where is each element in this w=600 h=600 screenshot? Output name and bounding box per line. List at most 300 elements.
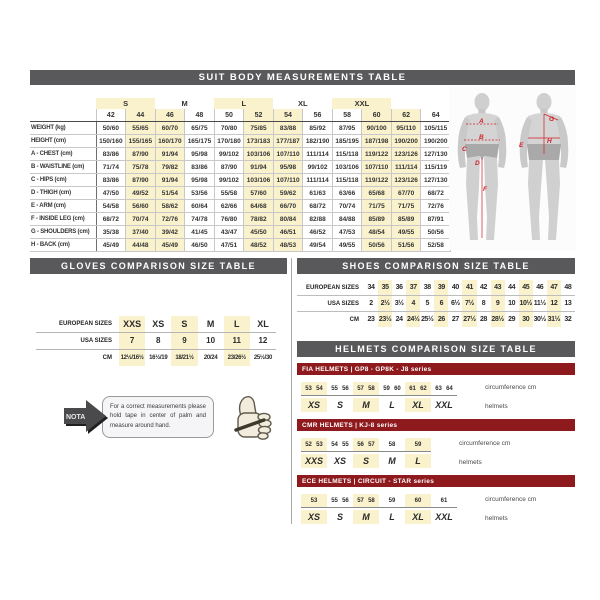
- helmet-letters-label: helmets: [459, 459, 482, 466]
- suit-value-cell: 66/70: [273, 200, 303, 213]
- helmet-circumference-value: 61: [440, 497, 448, 504]
- helmet-circumference-row: [301, 494, 457, 508]
- suit-data-row: [30, 187, 451, 200]
- gloves-row-label: EUROPEAN SIZES: [58, 321, 112, 327]
- shoes-size-cell: 7½: [462, 296, 476, 311]
- suit-value-cell: 107/110: [273, 174, 303, 187]
- helmet-circumference-value: 56: [342, 497, 349, 504]
- helmet-circumference-value: 58: [368, 497, 375, 504]
- suit-value-cell: 111/114: [303, 148, 333, 161]
- helmet-circumference-value: 53: [316, 441, 323, 448]
- suit-size-cell: 62: [391, 109, 421, 122]
- helmet-circumference-group: [431, 382, 457, 395]
- suit-value-cell: 70/74: [126, 213, 156, 226]
- suit-value-cell: 70/80: [214, 122, 244, 135]
- suit-value-cell: 105/115: [421, 122, 451, 135]
- helmet-series-banner: CMR HELMETS | KJ-8 series: [297, 419, 575, 431]
- helmet-letters-label: helmets: [485, 515, 508, 522]
- helmet-series-section: [297, 475, 575, 524]
- body-silhouettes-illustration: [449, 86, 576, 250]
- suit-row-label: F - INSIDE LEG (cm): [30, 213, 96, 226]
- suit-value-cell: 91/94: [244, 161, 274, 174]
- helmet-circumference-group: [301, 382, 327, 395]
- helmet-size-letter: XXL: [435, 512, 453, 522]
- helmet-size-groups: [301, 494, 457, 524]
- suit-group-header: XXL: [332, 98, 391, 109]
- suit-value-cell: 95/110: [391, 122, 421, 135]
- suit-size-cell: 60: [362, 109, 392, 122]
- suit-value-cell: 107/110: [273, 148, 303, 161]
- suit-value-cell: 90/100: [362, 122, 392, 135]
- shoes-size-cell: 43: [491, 280, 505, 295]
- helmet-circumference-value: 56: [342, 385, 349, 392]
- helmet-size-letter: L: [389, 400, 395, 410]
- suit-value-cell: 99/102: [214, 148, 244, 161]
- suit-value-cell: 190/200: [421, 135, 451, 148]
- suit-value-cell: 160/170: [155, 135, 185, 148]
- suit-data-row: [30, 148, 451, 161]
- gloves-row-label: CM: [102, 355, 112, 361]
- helmet-circumference-value: 54: [331, 441, 338, 448]
- figure-point-label: E: [519, 142, 524, 149]
- thumbs-up-measure-icon: [230, 392, 276, 442]
- gloves-row: [36, 333, 276, 350]
- suit-value-cell: 46/52: [303, 226, 333, 239]
- helmet-circumference-value: 62: [420, 385, 427, 392]
- gloves-size-cell: 11: [224, 333, 250, 349]
- suit-value-cell: 123/126: [391, 174, 421, 187]
- shoes-row: [297, 296, 575, 312]
- helmet-letters-label: helmets: [485, 403, 508, 410]
- suit-value-cell: 54/58: [96, 200, 126, 213]
- suit-data-row: [30, 226, 451, 239]
- suit-value-cell: 37/40: [126, 226, 156, 239]
- shoes-size-cell: 3½: [394, 300, 404, 307]
- shoes-row-label: EUROPEAN SIZES: [305, 284, 359, 291]
- suit-value-cell: 119/122: [362, 174, 392, 187]
- suit-value-cell: 41/45: [185, 226, 215, 239]
- helmet-circumference-group: [301, 438, 327, 451]
- helmet-circumference-value: 60: [394, 385, 401, 392]
- suit-value-cell: 62/66: [214, 200, 244, 213]
- suit-value-cell: 82/88: [303, 213, 333, 226]
- suit-value-cell: 64/68: [244, 200, 274, 213]
- shoes-size-cell: 10: [508, 300, 516, 307]
- shoes-size-cell: 44: [508, 284, 516, 291]
- suit-value-cell: 173/183: [244, 135, 274, 148]
- shoes-size-cell: 28: [480, 316, 488, 323]
- shoes-size-cell: 28½: [491, 312, 505, 327]
- shoes-size-cell: 48: [564, 284, 572, 291]
- helmet-circumference-value: 56: [357, 441, 364, 448]
- gloves-size-cell: 7: [119, 333, 145, 349]
- suit-value-cell: 87/90: [126, 148, 156, 161]
- suit-value-cell: 155/165: [126, 135, 156, 148]
- helmet-size-letter: XL: [405, 398, 431, 412]
- suit-data-row: [30, 122, 451, 135]
- suit-value-cell: 39/42: [155, 226, 185, 239]
- suit-group-row: [30, 98, 451, 109]
- shoes-row-label: USA SIZES: [327, 300, 359, 307]
- helmet-circumference-value: 57: [368, 441, 375, 448]
- suit-value-cell: 103/106: [332, 161, 362, 174]
- helmet-size-letter: M: [388, 456, 396, 466]
- suit-row-label: B - WAISTLINE (cm): [30, 161, 96, 174]
- shoes-size-cell: 36: [395, 284, 403, 291]
- helmet-circumference-group: [379, 494, 405, 507]
- helmet-letters-row: [301, 454, 431, 468]
- suit-value-cell: 48/53: [273, 239, 303, 252]
- helmet-letters-row: [301, 510, 457, 524]
- suit-value-cell: 68/72: [96, 213, 126, 226]
- helmet-size-letter: XL: [405, 510, 431, 524]
- suit-value-cell: 49/55: [332, 239, 362, 252]
- suit-value-cell: 70/74: [332, 200, 362, 213]
- helmet-column-labels: [485, 382, 536, 412]
- shoes-size-cell: 24: [395, 316, 403, 323]
- suit-value-cell: 80/84: [273, 213, 303, 226]
- suit-size-cell: 50: [214, 109, 244, 122]
- suit-value-cell: 115/118: [332, 148, 362, 161]
- shoes-size-cell: 24½: [406, 312, 420, 327]
- helmet-circumference-group: [327, 438, 353, 451]
- shoes-size-cell: 6: [434, 296, 448, 311]
- figure-point-label: D: [475, 160, 480, 167]
- gloves-size-cell: 23/26½: [224, 350, 250, 366]
- shoes-size-cell: 13: [564, 300, 572, 307]
- suit-value-cell: 103/106: [244, 148, 274, 161]
- suit-size-cell: 64: [421, 109, 451, 122]
- suit-value-cell: 85/92: [303, 122, 333, 135]
- suit-row-label: E - ARM (cm): [30, 200, 96, 213]
- helmet-circumference-row: [301, 438, 431, 452]
- suit-value-cell: 52/58: [421, 239, 451, 252]
- helmet-circumference-value: 54: [316, 385, 323, 392]
- suit-value-cell: 111/114: [391, 161, 421, 174]
- helmet-size-letter: M: [353, 398, 379, 412]
- suit-table-title: SUIT BODY MEASUREMENTS TABLE: [30, 70, 575, 85]
- shoes-size-cell: 12: [547, 296, 561, 311]
- helmet-circumference-row: [301, 382, 457, 396]
- helmet-circumference-label: circumference cm: [459, 440, 511, 447]
- suit-size-cell: 44: [126, 109, 156, 122]
- helmet-size-letter: S: [353, 454, 379, 468]
- helmet-circumference-value: 57: [357, 385, 364, 392]
- helmet-circumference-value: 55: [331, 497, 338, 504]
- helmet-size-letter: XS: [333, 456, 346, 466]
- suit-value-cell: 83/88: [273, 122, 303, 135]
- shoes-size-cell: 41: [462, 280, 476, 295]
- suit-row-label: D - THIGH (cm): [30, 187, 96, 200]
- gloves-size-cell: 16½/19: [149, 355, 168, 361]
- suit-value-cell: 50/56: [421, 226, 451, 239]
- suit-value-cell: 107/110: [362, 161, 392, 174]
- nota-arrow-label: NOTA: [66, 414, 86, 421]
- helmet-circumference-value: 53: [310, 497, 318, 504]
- gloves-size-cell: M: [206, 319, 215, 329]
- gloves-row: [36, 316, 276, 333]
- suit-corner-cell: [391, 98, 421, 109]
- suit-value-cell: 87/90: [214, 161, 244, 174]
- helmet-size-letter: XXL: [435, 400, 453, 410]
- helmet-circumference-label: circumference cm: [485, 496, 537, 503]
- nota-arrow-icon: [62, 396, 110, 438]
- shoes-size-cell: 23½: [378, 312, 392, 327]
- nota-text: For a correct measurements please hold tape in center of palm and measure around hand.: [102, 396, 214, 439]
- shoes-size-cell: 8: [481, 300, 486, 307]
- gloves-size-cell: 9: [171, 333, 197, 349]
- suit-value-cell: 60/70: [155, 122, 185, 135]
- helmet-series-body: [297, 382, 575, 412]
- helmet-circumference-value: 61: [409, 385, 416, 392]
- gloves-size-cell: L: [224, 316, 250, 332]
- gloves-size-cell: 8: [156, 336, 161, 345]
- helmet-size-letter: M: [353, 510, 379, 524]
- body-measurement-figure: [449, 86, 576, 250]
- suit-group-header: L: [214, 98, 273, 109]
- suit-value-cell: 87/95: [332, 122, 362, 135]
- suit-group-header: M: [181, 99, 188, 108]
- shoes-size-cell: 37: [406, 280, 420, 295]
- helmet-series-body: [297, 494, 575, 524]
- suit-value-cell: 75/78: [126, 161, 156, 174]
- helmet-series-banner: ECE HELMETS | CIRCUIT - STAR series: [297, 475, 575, 487]
- helmet-circumference-group: [353, 494, 379, 507]
- figure-point-label: C: [462, 146, 467, 153]
- suit-corner-cell: [30, 98, 96, 109]
- suit-row-label: H - BACK (cm): [30, 239, 96, 252]
- helmet-size-letter: XXS: [301, 454, 327, 468]
- helmet-size-letter: XS: [301, 510, 327, 524]
- helmet-circumference-value: 53: [305, 385, 312, 392]
- helmet-circumference-value: 59: [388, 497, 396, 504]
- suit-row-label: C - HIPS (cm): [30, 174, 96, 187]
- figure-point-label: F: [483, 186, 487, 193]
- helmet-size-groups: [301, 382, 457, 412]
- suit-value-cell: 67/70: [391, 187, 421, 200]
- suit-value-cell: 87/90: [126, 174, 156, 187]
- figure-point-label: G: [549, 116, 555, 123]
- suit-value-cell: 85/89: [362, 213, 392, 226]
- helmet-size-letter: L: [389, 512, 395, 522]
- shoes-size-cell: 23: [367, 316, 375, 323]
- suit-value-cell: 45/49: [155, 239, 185, 252]
- suit-value-cell: 49/52: [126, 187, 156, 200]
- suit-data-row: [30, 161, 451, 174]
- suit-value-cell: 65/68: [362, 187, 392, 200]
- helmet-circumference-group: [301, 494, 327, 507]
- helmet-circumference-group: [405, 382, 431, 395]
- shoes-table-title: SHOES COMPARISON SIZE TABLE: [297, 258, 575, 274]
- suit-value-cell: 65/75: [185, 122, 215, 135]
- helmet-circumference-group: [405, 438, 431, 451]
- shoes-size-cell: 2½: [378, 296, 392, 311]
- shoes-size-cell: 10½: [519, 296, 533, 311]
- shoes-size-cell: 40: [451, 284, 459, 291]
- suit-row-label: HEIGHT (cm): [30, 135, 96, 148]
- suit-value-cell: 45/49: [96, 239, 126, 252]
- helmet-series-section: [297, 419, 575, 468]
- helmet-circumference-label: circumference cm: [485, 384, 537, 391]
- shoes-size-cell: 30½: [533, 316, 546, 323]
- suit-value-cell: 35/38: [96, 226, 126, 239]
- shoes-size-cell: 46: [536, 284, 544, 291]
- suit-value-cell: 50/60: [96, 122, 126, 135]
- suit-value-cell: 177/187: [273, 135, 303, 148]
- suit-value-cell: 119/122: [362, 148, 392, 161]
- helmet-circumference-value: 59: [414, 441, 422, 448]
- suit-value-cell: 58/62: [155, 200, 185, 213]
- helmets-table-title: HELMETS COMPARISON SIZE TABLE: [297, 341, 575, 357]
- helmet-series-body: [297, 438, 575, 468]
- helmet-circumference-value: 58: [368, 385, 375, 392]
- helmet-circumference-group: [431, 494, 457, 507]
- suit-value-cell: 57/60: [244, 187, 274, 200]
- helmet-circumference-value: 55: [331, 385, 338, 392]
- shoes-size-cell: 30: [519, 312, 533, 327]
- suit-value-cell: 44/48: [126, 239, 156, 252]
- suit-value-cell: 111/114: [303, 174, 333, 187]
- suit-value-cell: 68/72: [421, 187, 451, 200]
- suit-value-cell: 55/65: [126, 122, 156, 135]
- suit-data-row: [30, 239, 451, 252]
- suit-value-cell: 51/54: [155, 187, 185, 200]
- suit-value-cell: 68/72: [303, 200, 333, 213]
- shoes-row: [297, 280, 575, 296]
- helmet-circumference-value: 57: [357, 497, 364, 504]
- shoes-size-table: [297, 280, 575, 327]
- helmets-section: [297, 341, 575, 531]
- suit-value-cell: 46/50: [185, 239, 215, 252]
- helmet-circumference-value: 55: [342, 441, 349, 448]
- shoes-size-cell: 2: [369, 300, 373, 307]
- suit-value-cell: 49/54: [303, 239, 333, 252]
- suit-value-cell: 91/94: [155, 148, 185, 161]
- suit-value-cell: 61/63: [303, 187, 333, 200]
- suit-value-cell: 187/198: [362, 135, 392, 148]
- helmets-subsections: [297, 363, 575, 524]
- shoes-row-label: CM: [349, 316, 359, 323]
- suit-data-row: [30, 174, 451, 187]
- shoes-size-cell: 45: [519, 280, 533, 295]
- suit-value-cell: 165/175: [185, 135, 215, 148]
- shoes-size-cell: 27: [451, 316, 459, 323]
- helmet-size-letter: XS: [301, 398, 327, 412]
- shoes-size-cell: 4: [406, 296, 420, 311]
- shoes-size-cell: 31½: [547, 312, 561, 327]
- helmet-series-section: [297, 363, 575, 412]
- suit-value-cell: 55/58: [214, 187, 244, 200]
- shoes-size-cell: 29: [508, 316, 516, 323]
- suit-value-cell: 45/50: [244, 226, 274, 239]
- shoes-size-cell: 11½: [533, 300, 546, 307]
- suit-value-cell: 95/98: [185, 148, 215, 161]
- figure-point-label: A: [479, 118, 484, 125]
- suit-value-cell: 59/62: [273, 187, 303, 200]
- gloves-size-table: [36, 316, 276, 366]
- gloves-size-cell: 12½/16½: [119, 350, 145, 366]
- shoes-section: [297, 258, 575, 327]
- suit-value-cell: 74/78: [185, 213, 215, 226]
- suit-value-cell: 83/86: [96, 148, 126, 161]
- suit-size-cell: 52: [244, 109, 274, 122]
- suit-value-cell: 182/190: [303, 135, 333, 148]
- suit-row-label: WEIGHT (kg): [30, 122, 96, 135]
- suit-row-label: G - SHOULDERS (cm): [30, 226, 96, 239]
- suit-value-cell: 95/98: [185, 174, 215, 187]
- suit-value-cell: 185/195: [332, 135, 362, 148]
- helmet-size-letter: L: [405, 454, 431, 468]
- suit-value-cell: 71/75: [362, 200, 392, 213]
- suit-value-cell: 48/54: [362, 226, 392, 239]
- suit-size-cell: 58: [332, 109, 362, 122]
- measurement-note: [62, 392, 287, 442]
- suit-value-cell: 50/56: [362, 239, 392, 252]
- suit-value-cell: 48/52: [244, 239, 274, 252]
- shoes-size-cell: 34: [367, 284, 375, 291]
- shoes-size-cell: 39: [434, 280, 448, 295]
- shoes-size-cell: 38: [423, 284, 431, 291]
- helmet-circumference-group: [327, 382, 353, 395]
- gloves-row: [36, 350, 276, 366]
- suit-value-cell: 71/74: [96, 161, 126, 174]
- figure-point-label: H: [547, 138, 552, 145]
- helmet-circumference-value: 60: [414, 497, 422, 504]
- suit-value-cell: 91/94: [155, 174, 185, 187]
- suit-value-cell: 75/85: [244, 122, 274, 135]
- suit-value-cell: 47/50: [96, 187, 126, 200]
- suit-value-cell: 150/160: [96, 135, 126, 148]
- gloves-size-cell: 10: [206, 336, 216, 345]
- suit-value-cell: 49/55: [391, 226, 421, 239]
- helmet-circumference-value: 59: [383, 385, 390, 392]
- gloves-size-cell: S: [171, 316, 197, 332]
- suit-data-row: [30, 200, 451, 213]
- suit-value-cell: 56/60: [126, 200, 156, 213]
- suit-data-row: [30, 213, 451, 226]
- gloves-size-cell: 12: [258, 336, 268, 345]
- shoes-size-cell: 47: [547, 280, 561, 295]
- suit-value-cell: 115/118: [332, 174, 362, 187]
- shoes-size-cell: 27½: [462, 312, 476, 327]
- gloves-size-cell: 18/21½: [171, 350, 197, 366]
- suit-size-cell: 42: [96, 109, 126, 122]
- gloves-size-cell: 25½/30: [253, 355, 273, 361]
- helmet-circumference-group: [353, 382, 379, 395]
- helmet-column-labels: [459, 438, 510, 468]
- suit-value-cell: 71/75: [391, 200, 421, 213]
- helmet-circumference-group: [353, 438, 379, 451]
- suit-value-cell: 83/86: [96, 174, 126, 187]
- suit-value-cell: 51/56: [391, 239, 421, 252]
- suit-value-cell: 72/76: [155, 213, 185, 226]
- suit-group-header: XL: [298, 99, 308, 108]
- suit-value-cell: 76/80: [214, 213, 244, 226]
- suit-value-cell: 78/82: [244, 213, 274, 226]
- helmet-size-groups: [301, 438, 431, 468]
- suit-value-cell: 85/89: [391, 213, 421, 226]
- gloves-size-cell: 20/24: [203, 355, 218, 361]
- helmet-circumference-value: 58: [388, 441, 396, 448]
- suit-value-cell: 43/47: [214, 226, 244, 239]
- helmet-circumference-value: 64: [446, 385, 453, 392]
- suit-value-cell: 95/98: [273, 161, 303, 174]
- suit-value-cell: 79/82: [155, 161, 185, 174]
- suit-value-cell: 127/130: [421, 174, 451, 187]
- helmet-circumference-value: 63: [435, 385, 442, 392]
- suit-value-cell: 84/88: [332, 213, 362, 226]
- suit-corner-cell: [30, 109, 96, 122]
